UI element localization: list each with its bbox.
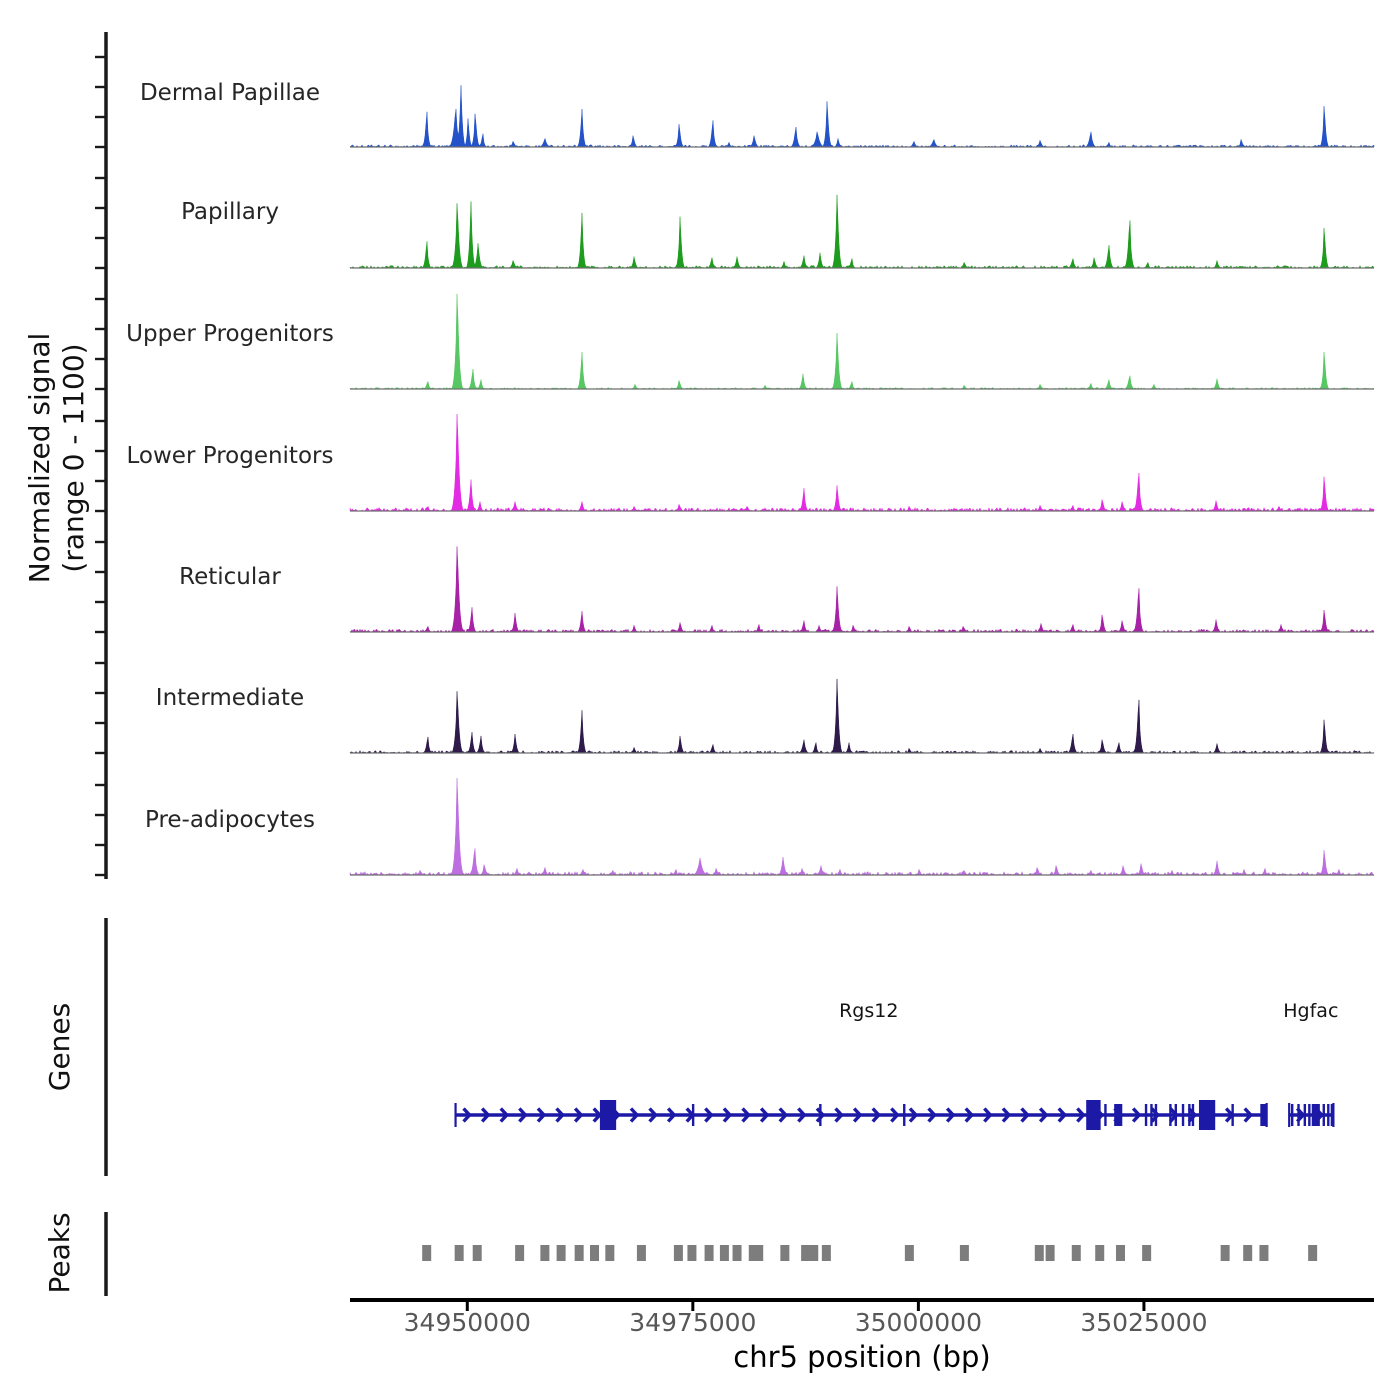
signal-area-5 (350, 679, 1374, 753)
exon-box (1145, 1104, 1147, 1126)
track-label-lower-progenitors: Lower Progenitors (126, 443, 334, 469)
signal-track-1 (350, 195, 1374, 268)
exon-box (1297, 1104, 1299, 1126)
exon-box (1308, 1104, 1310, 1126)
x-tick-label-35025000: 35025000 (1080, 1308, 1208, 1337)
peak-box (754, 1245, 763, 1261)
exon-box (1175, 1104, 1177, 1126)
exon-box (1188, 1104, 1190, 1126)
peak-box (1243, 1245, 1252, 1261)
peak-box (637, 1245, 646, 1261)
gene-model-hgfac (1289, 1103, 1333, 1127)
peak-box (1116, 1245, 1125, 1261)
exon-box (692, 1104, 694, 1126)
signal-track-4 (350, 547, 1374, 633)
exon-box (1291, 1104, 1293, 1126)
peak-box (540, 1245, 549, 1261)
peak-box (455, 1245, 464, 1261)
signal-area-0 (350, 85, 1374, 147)
peak-box (515, 1245, 524, 1261)
peak-box (687, 1245, 696, 1261)
gene-name-hgfac: Hgfac (1283, 1000, 1339, 1022)
peak-box (780, 1245, 789, 1261)
genes-axis-label: Genes (43, 1002, 76, 1092)
peak-box (1221, 1245, 1230, 1261)
track-label-reticular: Reticular (179, 564, 281, 590)
track-label-upper-progenitors: Upper Progenitors (126, 321, 334, 347)
peak-box (473, 1245, 482, 1261)
peak-box (590, 1245, 599, 1261)
peak-box (809, 1245, 818, 1261)
signal-track-0 (350, 85, 1374, 147)
exon-box (903, 1104, 905, 1126)
exon-box (1231, 1104, 1233, 1126)
peak-box (705, 1245, 714, 1261)
exon-box (1182, 1104, 1184, 1126)
peak-box (674, 1245, 683, 1261)
track-label-dermal-papillae: Dermal Papillae (139, 80, 321, 106)
signal-track-3 (350, 414, 1374, 511)
exon-box (1169, 1104, 1171, 1126)
signal-area-1 (350, 195, 1374, 268)
peak-box (1035, 1245, 1044, 1261)
exon-box (1323, 1104, 1325, 1126)
peak-box (905, 1245, 914, 1261)
exon-box (819, 1104, 821, 1126)
peak-box (733, 1245, 742, 1261)
peaks-axis-label: Peaks (43, 1212, 76, 1294)
track-label-intermediate: Intermediate (155, 685, 305, 711)
exon-box (600, 1100, 616, 1130)
peak-box (422, 1245, 431, 1261)
exon-box (1086, 1100, 1100, 1130)
signal-area-3 (350, 414, 1374, 511)
exon-box (1260, 1104, 1266, 1126)
exon-box (1199, 1100, 1215, 1130)
signal-track-5 (350, 679, 1374, 753)
exon-box (1104, 1104, 1106, 1126)
peak-box (1095, 1245, 1104, 1261)
signal-track-6 (350, 778, 1374, 875)
track-label-pre-adipocytes: Pre-adipocytes (144, 807, 316, 833)
gene-model-rgs12 (456, 1100, 1267, 1130)
peak-box (575, 1245, 584, 1261)
peak-box (960, 1245, 969, 1261)
signal-axis-label-line1: Normalized signal (23, 332, 56, 584)
peaks-track (422, 1245, 1317, 1261)
exon-box (1150, 1104, 1152, 1126)
signal-area-2 (350, 294, 1374, 389)
peak-box (822, 1245, 831, 1261)
x-tick-label-34975000: 34975000 (629, 1308, 757, 1337)
peak-box (557, 1245, 566, 1261)
signal-axis-label-line2: (range 0 - 1100) (57, 343, 90, 573)
exon-box (1327, 1104, 1329, 1126)
exon-box (1331, 1104, 1333, 1126)
exon-box (1312, 1104, 1320, 1126)
exon-box (1155, 1104, 1157, 1126)
gene-name-rgs12: Rgs12 (839, 1000, 899, 1022)
signal-area-4 (350, 547, 1374, 633)
peak-box (801, 1245, 810, 1261)
peak-box (1259, 1245, 1268, 1261)
track-label-papillary: Papillary (181, 199, 279, 225)
peak-box (1142, 1245, 1151, 1261)
x-tick-label-35000000: 35000000 (854, 1308, 982, 1337)
signal-area-6 (350, 778, 1374, 875)
exon-box (1114, 1104, 1122, 1126)
exon-box (1192, 1104, 1194, 1126)
peak-box (605, 1245, 614, 1261)
x-tick-label-34950000: 34950000 (403, 1308, 531, 1337)
x-axis-title: chr5 position (bp) (733, 1340, 991, 1374)
peak-box (1072, 1245, 1081, 1261)
peak-box (720, 1245, 729, 1261)
peak-box (1046, 1245, 1055, 1261)
peak-box (1308, 1245, 1317, 1261)
exon-box (1304, 1104, 1306, 1126)
signal-axis-label (23, 333, 91, 584)
signal-track-2 (350, 294, 1374, 389)
